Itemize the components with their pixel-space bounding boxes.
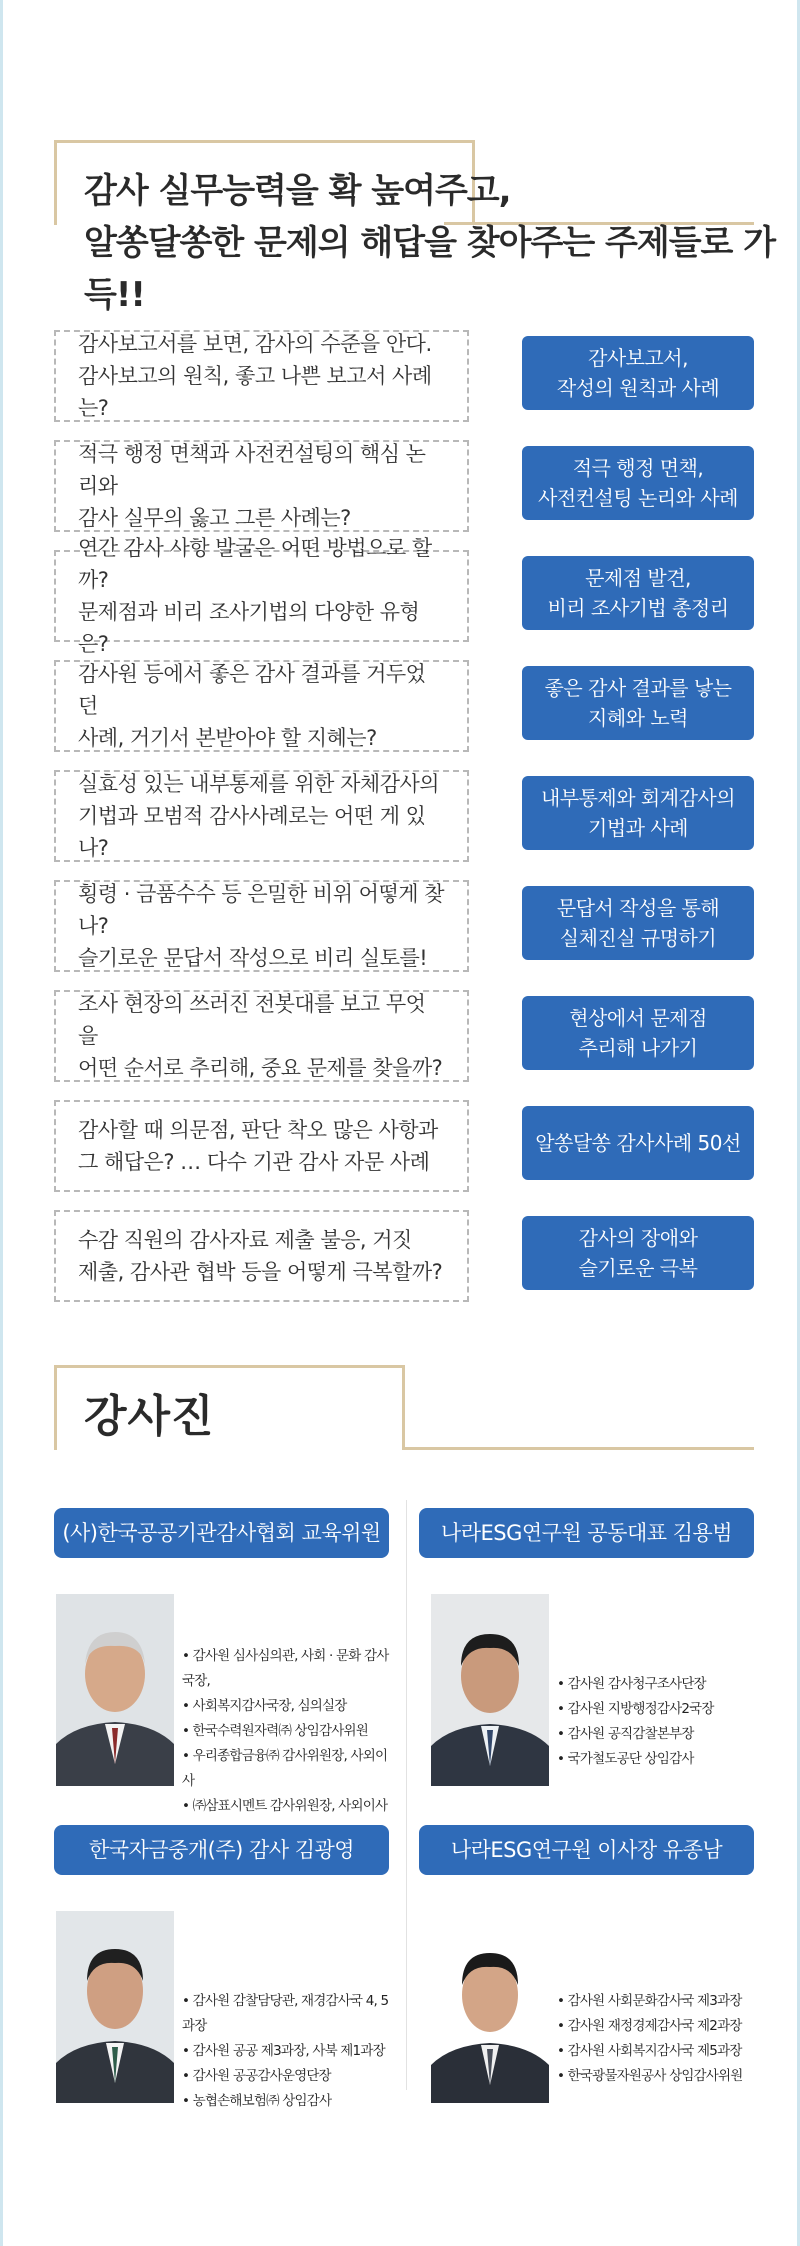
section-title: 강사진 <box>84 1391 215 1442</box>
topic-list <box>54 330 754 1320</box>
topic-tag: 내부통제와 회계감사의 기법과 사례 <box>522 776 754 850</box>
career-item: • 감사원 감사청구조사단장 <box>557 1672 714 1697</box>
career-item: • 감사원 재정경제감사국 제2과장 <box>557 2014 743 2039</box>
topic-tag: 알쏭달쏭 감사사례 50선 <box>522 1106 754 1180</box>
topic-tag: 문답서 작성을 통해 실체진실 규명하기 <box>522 886 754 960</box>
instructor-card <box>54 1825 389 2116</box>
topic-tag: 감사보고서, 작성의 원칙과 사례 <box>522 336 754 410</box>
topic-row <box>54 536 754 660</box>
topic-question: 감사원 등에서 좋은 감사 결과를 거두었던 사례, 거기서 본받아야 할 지혜는? <box>54 660 469 752</box>
career-item: • 한국광물자원공사 상임감사위원 <box>557 2064 743 2089</box>
instructor-name: 한국자금중개(주) 감사 김광영 <box>54 1825 389 1875</box>
topic-question: 적극 행정 면책과 사전컨설팅의 핵심 논리와 감사 실무의 옳고 그른 사례는? <box>54 440 469 532</box>
topic-question: 연간 감사 사항 발굴은 어떤 방법으로 할까? 문제점과 비리 조사기법의 다양한 유형은? <box>54 550 469 642</box>
portrait-photo <box>431 1911 549 2103</box>
topic-row <box>54 1100 754 1210</box>
career-item: • 감사원 사회복지감사국 제5과장 <box>557 2039 743 2064</box>
topic-row <box>54 1210 754 1320</box>
topic-tag: 현상에서 문제점 추리해 나가기 <box>522 996 754 1070</box>
topic-row <box>54 770 754 880</box>
career-item: • 감사원 공직감찰본부장 <box>557 1722 714 1747</box>
career-item: • 농협손해보험㈜ 상임감사 <box>182 2089 389 2114</box>
career-item: • 감사원 감찰담당관, 재경감사국 4, 5과장 <box>182 1989 389 2039</box>
career-item: • 감사원 공공감사운영단장 <box>182 2064 389 2089</box>
instructor-card <box>419 1508 754 1799</box>
topic-question: 수감 직원의 감사자료 제출 불응, 거짓 제출, 감사관 협박 등을 어떻게 극복할까? <box>54 1210 469 1302</box>
career-item: • ㈜삼표시멘트 감사위원장, 사외이사 <box>182 1794 389 1819</box>
topic-row <box>54 330 754 440</box>
topic-tag: 좋은 감사 결과를 낳는 지혜와 노력 <box>522 666 754 740</box>
topic-question: 실효성 있는 내부통제를 위한 자체감사의 기법과 모범적 감사사례로는 어떤 게 있나? <box>54 770 469 862</box>
portrait-photo <box>56 1911 174 2103</box>
instructor-name: 나라ESG연구원 이사장 유종남 <box>419 1825 754 1875</box>
topic-tag: 감사의 장애와 슬기로운 극복 <box>522 1216 754 1290</box>
topic-question: 횡령 · 금품수수 등 은밀한 비위 어떻게 찾나? 슬기로운 문답서 작성으로 비리 실토를! <box>54 880 469 972</box>
instructor-name: (사)한국공공기관감사협회 교육위원장 김병석 <box>54 1508 389 1558</box>
topic-tag: 문제점 발견, 비리 조사기법 총정리 <box>522 556 754 630</box>
career-item: • 감사원 심사심의관, 사회 · 문화 감사국장, <box>182 1644 389 1694</box>
career-item: • 우리종합금융㈜ 감사위원장, 사외이사 <box>182 1744 389 1794</box>
career-item: • 감사원 지방행정감사2국장 <box>557 1697 714 1722</box>
headline <box>84 165 800 321</box>
topic-question: 감사할 때 의문점, 판단 착오 많은 사항과 그 해답은? … 다수 기관 감사 자문 사례 <box>54 1100 469 1192</box>
divider <box>406 1500 407 2090</box>
topic-row <box>54 660 754 770</box>
topic-tag: 적극 행정 면책, 사전컨설팅 논리와 사례 <box>522 446 754 520</box>
instructor-card <box>419 1825 754 2116</box>
portrait-photo <box>431 1594 549 1786</box>
headline-line1: 감사 실무능력을 확 높여주고, <box>84 171 511 211</box>
career-item: • 한국수력원자력㈜ 상임감사위원 <box>182 1719 389 1744</box>
headline-line2: 알쏭달쏭한 문제의 해답을 찾아주는 주제들로 가득!! <box>84 223 776 315</box>
instructor-name: 나라ESG연구원 공동대표 김용범 <box>419 1508 754 1558</box>
career-item: • 감사원 공공 제3과장, 사북 제1과장 <box>182 2039 389 2064</box>
career-item: • 사회복지감사국장, 심의실장 <box>182 1694 389 1719</box>
instructor-card <box>54 1508 389 1814</box>
portrait-photo <box>56 1594 174 1786</box>
topic-row <box>54 990 754 1100</box>
topic-row <box>54 880 754 990</box>
career-item: • 국가철도공단 상임감사 <box>557 1747 714 1772</box>
topic-question: 감사보고서를 보면, 감사의 수준을 안다. 감사보고의 원칙, 좋고 나쁜 보고서 사례는? <box>54 330 469 422</box>
career-item: • 감사원 사회문화감사국 제3과장 <box>557 1989 743 2014</box>
topic-question: 조사 현장의 쓰러진 전봇대를 보고 무엇을 어떤 순서로 추리해, 중요 문제를 찾을까? <box>54 990 469 1082</box>
